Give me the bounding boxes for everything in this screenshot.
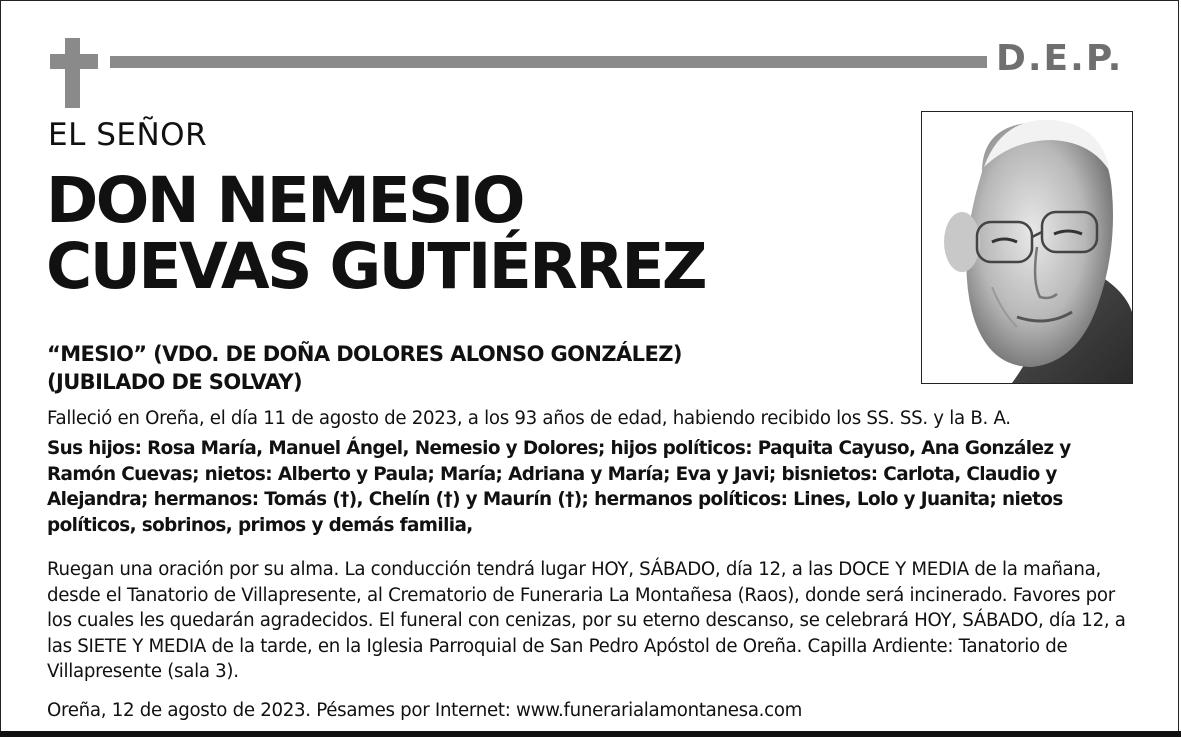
portrait-image	[922, 112, 1132, 383]
deceased-name	[46, 164, 706, 303]
nickname-line-1: “MESIO” (VDO. DE DOÑA DOLORES ALONSO GONZÁLEZ)	[47, 342, 682, 366]
footer-line: Oreña, 12 de agosto de 2023. Pésames por Internet: www.funerarialamontanesa.com	[47, 700, 803, 721]
ceremony-details: Ruegan una oración por su alma. La conducción tendrá lugar HOY, SÁBADO, día 12, a las DOCE Y MEDIA de la mañana, desde el Tanatorio de Villapresente, al Crematorio de Funeraria La Montañesa (Raos), donde será incinerado. Favores por los cuales les quedarán agradecidos. El funeral con cenizas, por su eterno descanso, se celebrará HOY, SÁBADO, día 12, a las SIETE Y MEDIA de la tarde, en la Iglesia Parroquial de San Pedro Apóstol de Oreña. Capilla Ardiente: Tanatorio de Villapresente (sala 3).	[47, 559, 1126, 682]
bottom-border	[0, 731, 1181, 737]
deceased-subtitle	[47, 340, 682, 396]
nickname-line-2: (JUBILADO DE SOLVAY)	[47, 370, 302, 394]
header-rule	[110, 56, 987, 68]
dep-label: D.E.P.	[996, 38, 1124, 79]
name-line-2: CUEVAS GUTIÉRREZ	[46, 230, 706, 303]
family-list: Sus hijos: Rosa María, Manuel Ángel, Nemesio y Dolores; hijos políticos: Paquita Cayuso, Ana González y Ramón Cuevas; nietos: Alberto y Paula; María; Adriana y María; Eva y Javi; bisnietos: Carlota, Claudio y Alejandra; hermanos: Tomás (†), Chelín (†) y Maurín (†); hermanos políticos: Lines, Lolo y Juanita; nietos políticos, sobrinos, primos y demás familia,	[47, 438, 1071, 536]
honorific-label: EL SEÑOR	[48, 117, 208, 153]
name-line-1: DON NEMESIO	[46, 164, 523, 237]
cross-icon	[50, 38, 98, 108]
portrait-photo	[921, 111, 1133, 384]
death-notice: Falleció en Oreña, el día 11 de agosto de 2023, a los 93 años de edad, habiendo recibido los SS. SS. y la B. A.	[47, 408, 1011, 429]
